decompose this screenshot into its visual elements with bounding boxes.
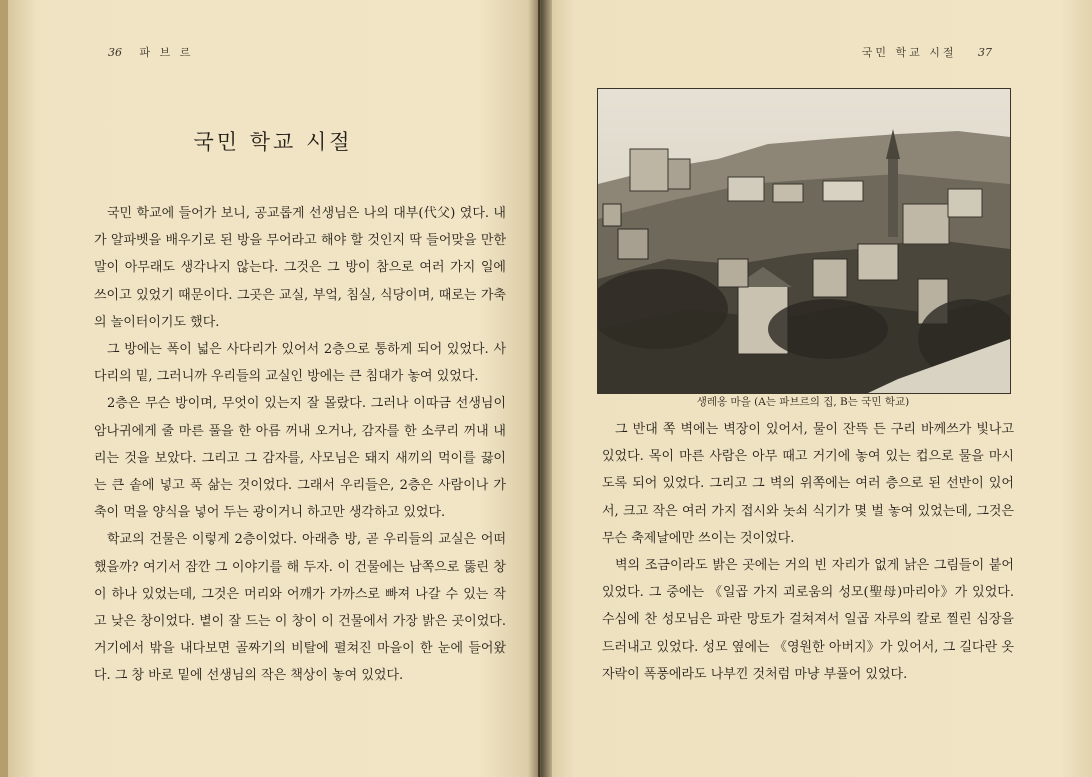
left-running-head	[108, 44, 193, 60]
left-page-edge	[0, 0, 8, 777]
left-paragraph-4: 학교의 건물은 이렇게 2층이었다. 아래층 방, 곧 우리들의 교실은 어떠했을까? 여기서 잠깐 그 이야기를 해 두자. 이 건물에는 남쪽으로 뚫린 창이 하나 있었는데, 그것은 머리와 어깨가 가까스로 빠져 나갈 수 있는 작고 낮은 창이었다. 볕이 잘 드는 이 창이 이 건물에서 가장 밝은 곳이었다. 거기에서 밖을 내다보면 골짜기의 비탈에 펼쳐진 마을이 한 눈에 들어왔다. 그 창 바로 밑에 선생님의 작은 책상이 놓여 있었다.	[94, 532, 506, 684]
left-body-text	[94, 200, 506, 690]
right-running-head	[862, 44, 992, 60]
book-gutter	[528, 0, 552, 777]
right-body-text	[602, 416, 1014, 688]
chapter-title: 국민 학교 시절	[193, 130, 353, 154]
right-page-number: 37	[978, 46, 992, 59]
left-paragraph-3: 2층은 무슨 방이며, 무엇이 있는지 잘 몰랐다. 그러나 이따금 선생님이 암나귀에게 줄 마른 풀을 한 아름 꺼내 오거나, 감자를 한 소쿠리 꺼내 내리는 것을 보았다. 그리고 그 감자를, 사모님은 돼지 새끼의 먹이를 끓이는 큰 솥에 넣고 푹 삶는 것이었다. 그래서 우리들은, 2층은 사람이나 가축이 먹을 양식을 넣어 두는 광이거니 하고만 생각하고 있었다.	[94, 396, 506, 521]
left-page	[8, 0, 538, 777]
village-photo	[597, 88, 1011, 394]
right-paragraph-2: 벽의 조금이라도 밝은 곳에는 거의 빈 자리가 없게 낡은 그림들이 붙어 있었다. 그 중에는 《일곱 가지 괴로움의 성모(聖母)마리아》가 있었다. 수심에 찬 성모님은 파란 망토가 걸쳐져서 일곱 자루의 칼로 찔린 심장을 드러내고 있었다. 성모 옆에는 《영원한 아버지》가 있어서, 그 길다란 옷자락이 폭풍에라도 나부낀 것처럼 마냥 부풀어 있었다.	[602, 558, 1014, 682]
left-paragraph-1: 국민 학교에 들어가 보니, 공교롭게 선생님은 나의 대부(代父) 였다. 내가 알파벳을 배우기로 된 방을 무어라고 해야 할 것인지 딱 들어맞을 만한 말이 아무래도 생각나지 않는다. 그것은 그 방이 참으로 여러 가지 일에 쓰이고 있었기 때문이다. 그곳은 교실, 부엌, 침실, 식당이며, 때로는 가축의 놀이터이기도 했다.	[94, 206, 506, 330]
right-page	[540, 0, 1092, 777]
left-page-number: 36	[108, 46, 122, 59]
village-photo-illustration	[598, 89, 1010, 393]
right-running-head-title: 국민 학교 시절	[861, 46, 957, 59]
left-running-head-title: 파 브 르	[139, 46, 194, 59]
left-paragraph-2: 그 방에는 폭이 넓은 사다리가 있어서 2층으로 통하게 되어 있었다. 사다리의 밑, 그러니까 우리들의 교실인 방에는 큰 침대가 놓여 있었다.	[94, 342, 506, 385]
photo-caption: 생레옹 마을 (A는 파브르의 집, B는 국민 학교)	[696, 396, 910, 408]
right-paragraph-1: 그 반대 쪽 벽에는 벽장이 있어서, 물이 잔뜩 든 구리 바께쓰가 빛나고 있었다. 목이 마른 사람은 아무 때고 거기에 놓여 있는 컵으로 물을 마시도록 되어 있었다. 그리고 그 벽의 위쪽에는 여러 층으로 된 선반이 있어서, 크고 작은 여러 가지 접시와 놋쇠 식기가 몇 벌 놓여 있었는데, 그것은 무슨 축제날에만 쓰이는 것이었다.	[602, 422, 1014, 546]
